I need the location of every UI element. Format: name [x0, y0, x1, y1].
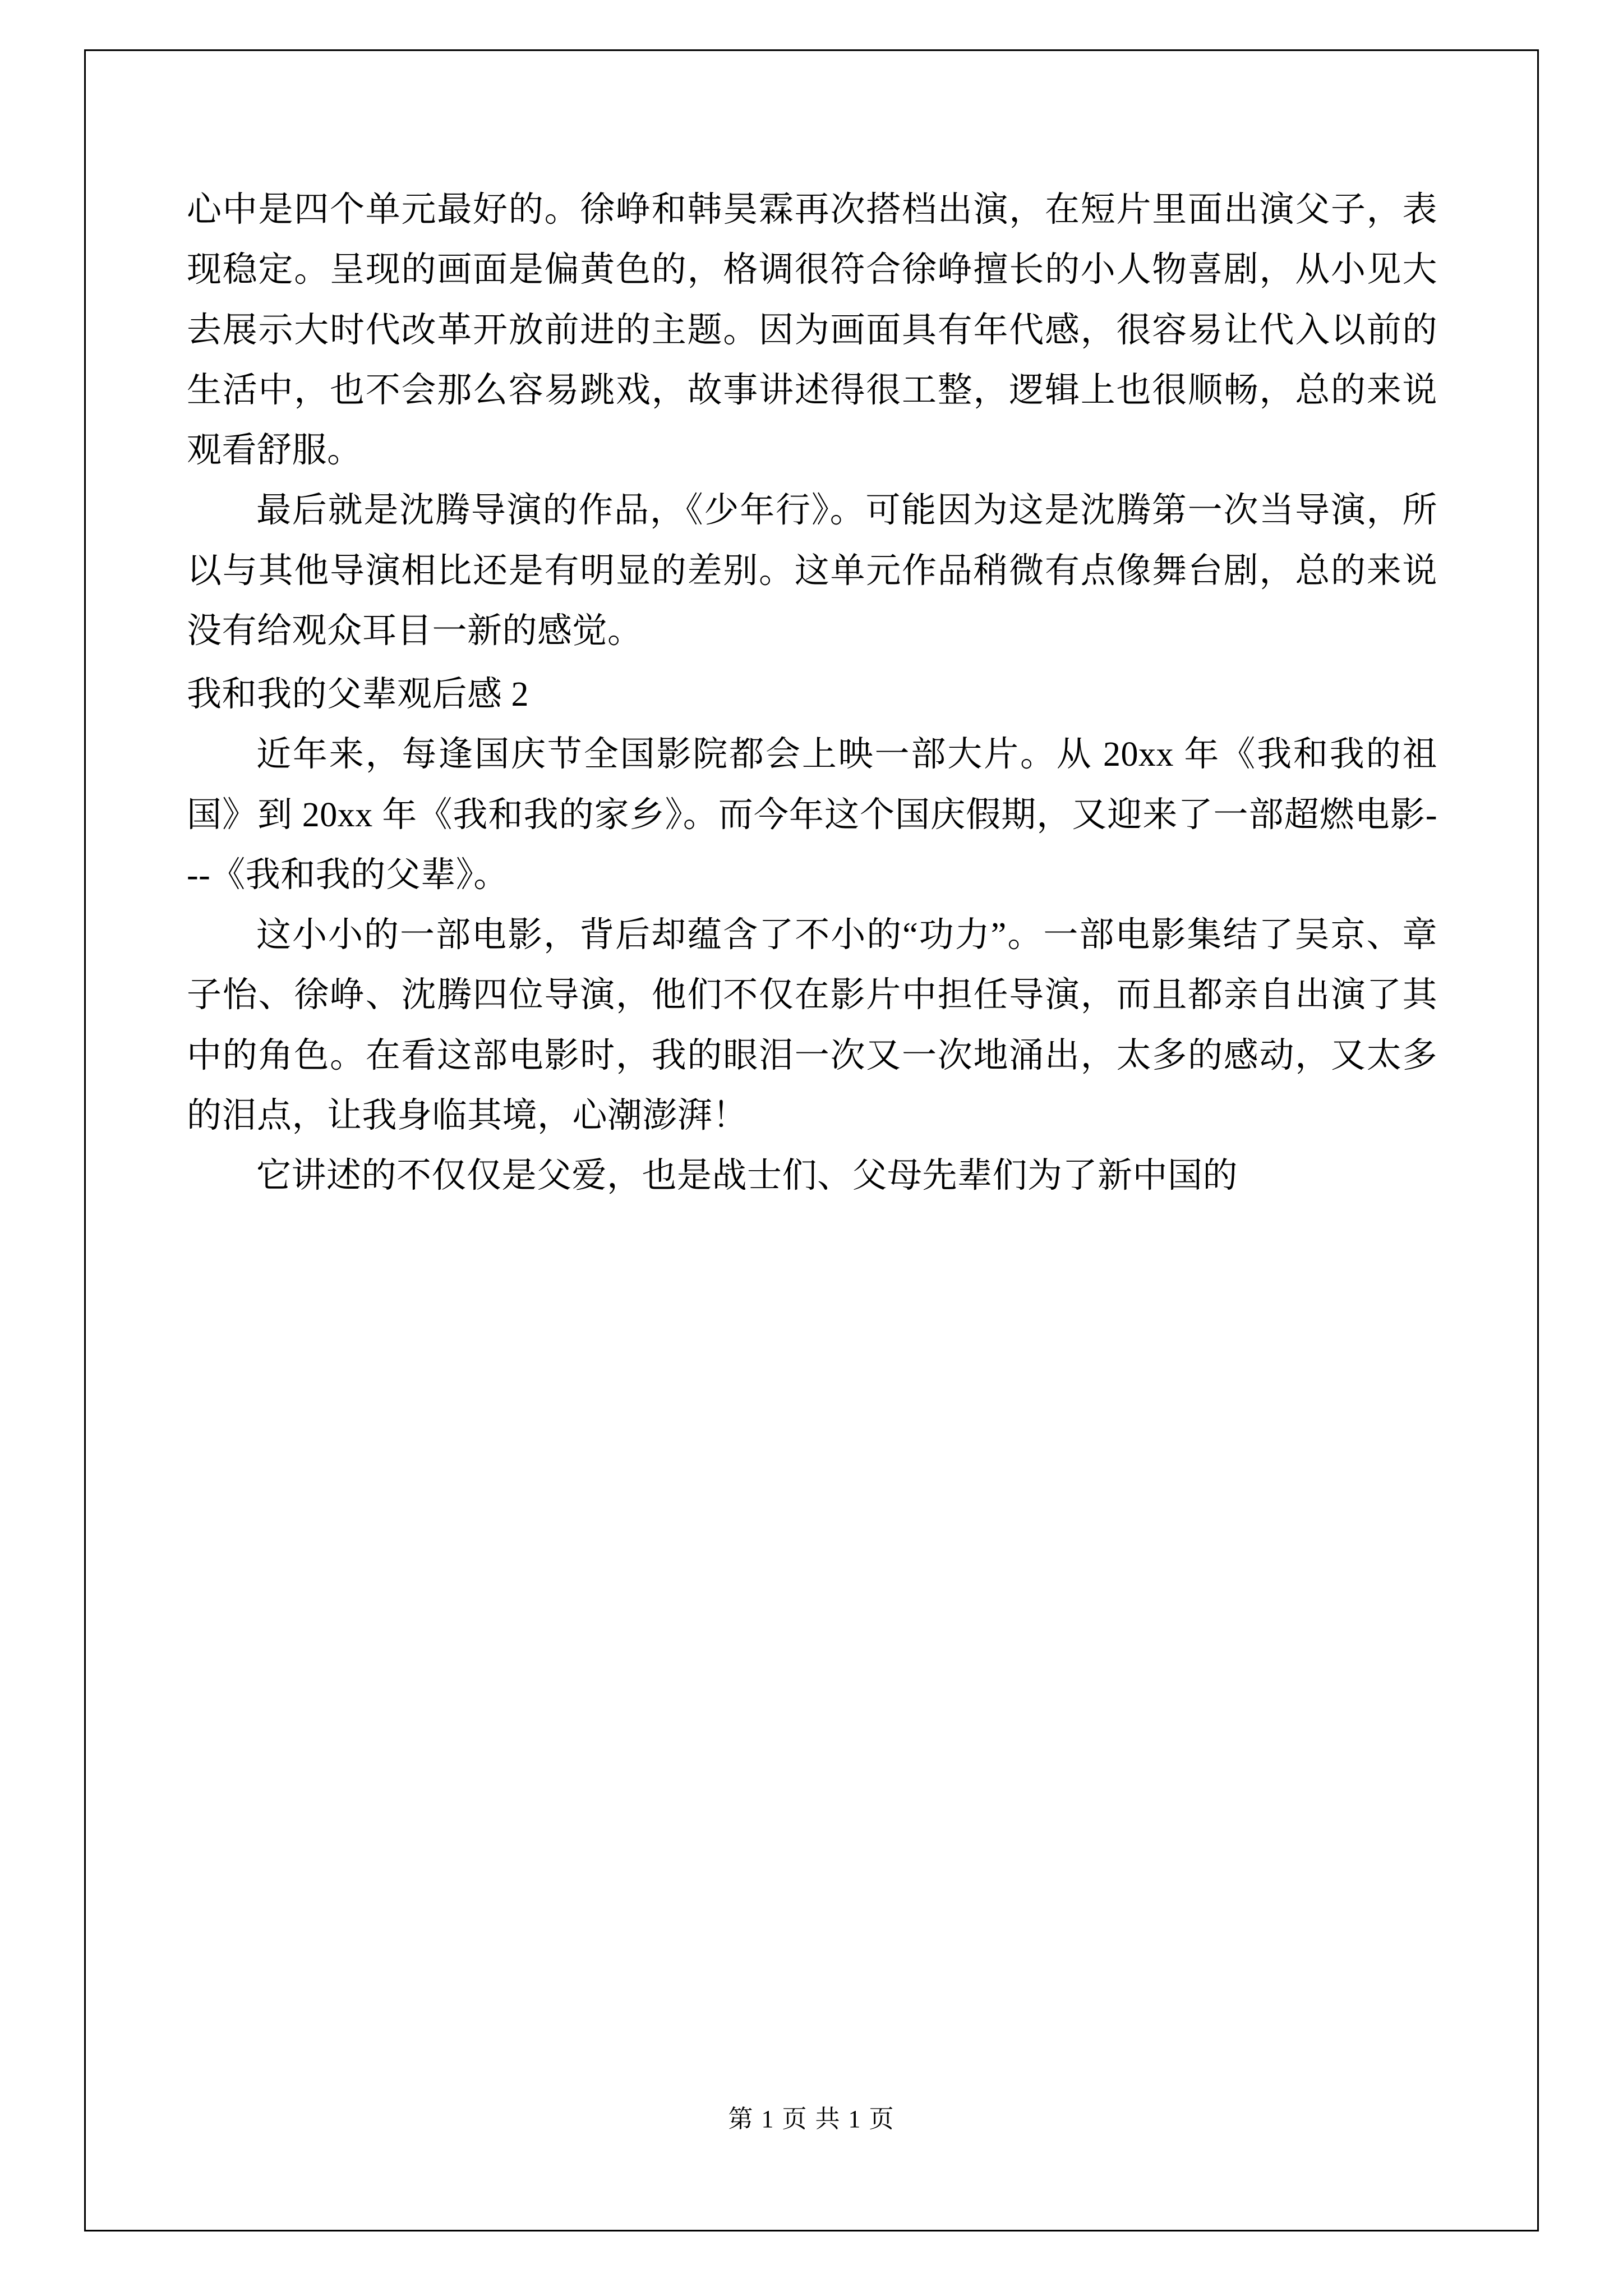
- paragraph-3: 近年来，每逢国庆节全国影院都会上映一部大片。从 20xx 年《我和我的祖国》到 20xx 年《我和我的家乡》。而今年这个国庆假期，又迎来了一部超燃电影---《我和我的父辈》。: [187, 735, 1437, 894]
- paragraph-5: 它讲述的不仅仅是父爱，也是战士们、父母先辈们为了新中国的: [256, 1157, 1238, 1195]
- page-footer: 第 1 页 共 1 页: [728, 2105, 895, 2133]
- paragraph-2: 最后就是沈腾导演的作品，《少年行》。可能因为这是沈腾第一次当导演，所以与其他导演相比还是有明显的差别。这单元作品稍微有点像舞台剧，总的来说没有给观众耳目一新的感觉。: [187, 491, 1437, 650]
- section-heading: 我和我的父辈观后感 2: [187, 675, 529, 714]
- document-page: [84, 49, 1539, 2231]
- paragraph-1: 心中是四个单元最好的。徐峥和韩昊霖再次搭档出演，在短片里面出演父子，表现稳定。呈现的画面是偏黄色的，格调很符合徐峥擅长的小人物喜剧，从小见大去展示大时代改革开放前进的主题。因为画面具有年代感，很容易让代入以前的生活中，也不会那么容易跳戏，故事讲述得很工整，逻辑上也很顺畅，总的来说观看舒服。: [187, 191, 1437, 470]
- paragraph-4: 这小小的一部电影，背后却蕴含了不小的“功力”。一部电影集结了吴京、章子怡、徐峥、沈腾四位导演，他们不仅在影片中担任导演，而且都亲自出演了其中的角色。在看这部电影时，我的眼泪一次又一次地涌出，太多的感动，又太多的泪点，让我身临其境，心潮澎湃！: [187, 916, 1437, 1135]
- document-body: [187, 180, 1437, 1206]
